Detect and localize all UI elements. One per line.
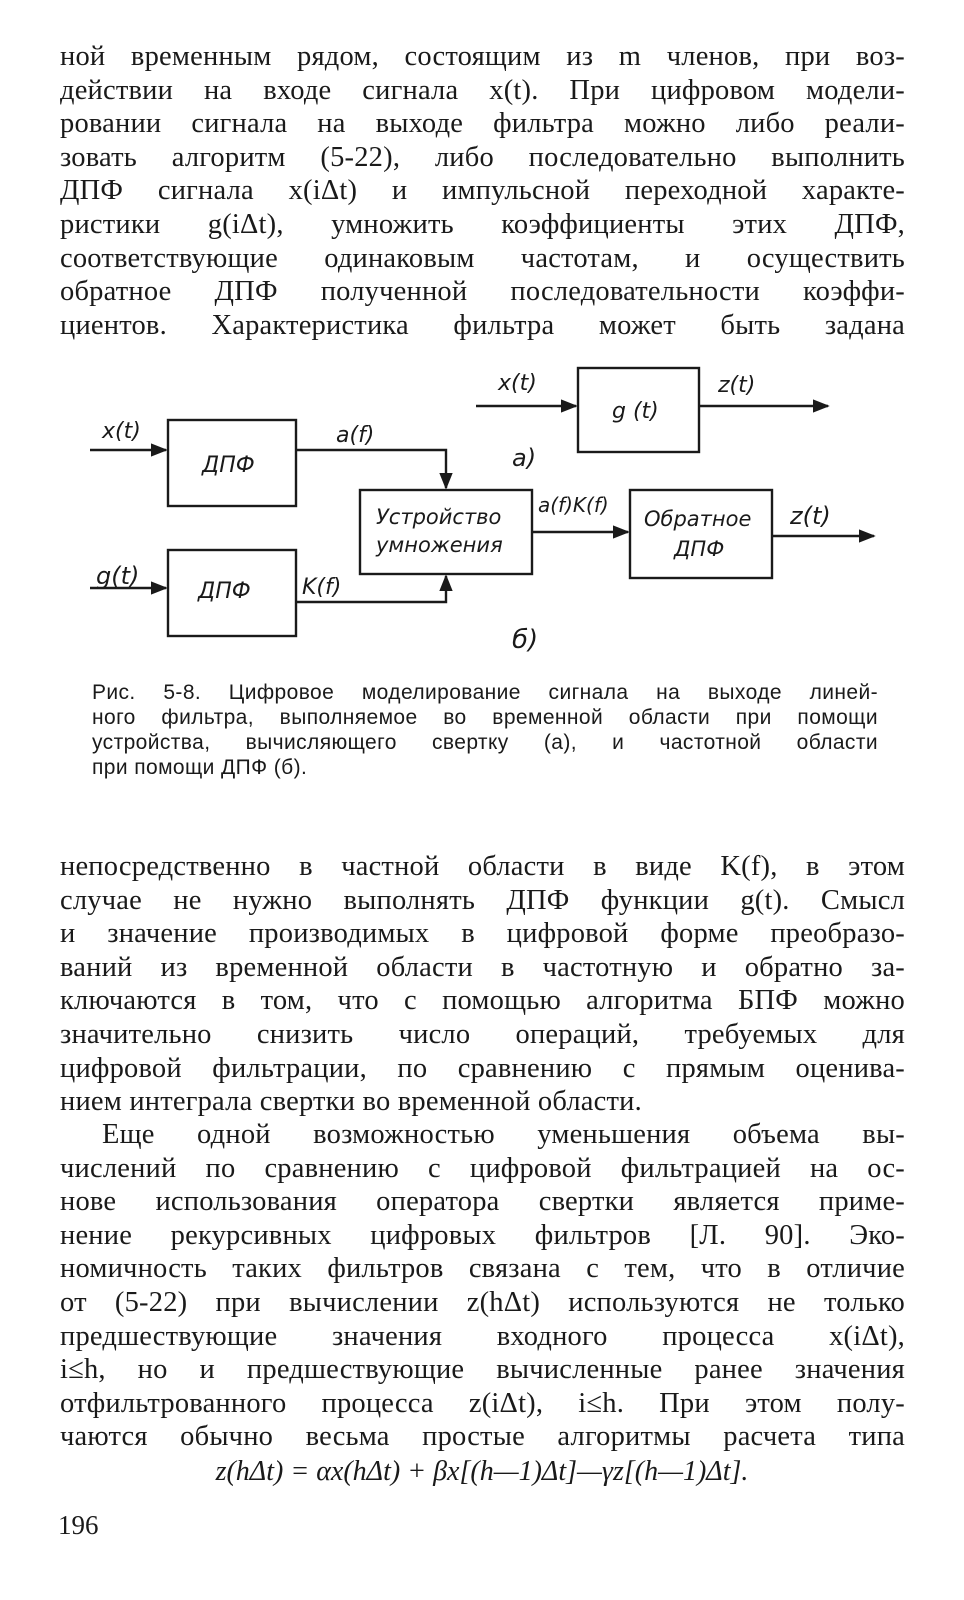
text-line: номичность таких фильтров связана с тем, что в отличие <box>60 1253 905 1285</box>
text-line: действии на входе сигнала x(t). При цифровом модели- <box>60 74 905 106</box>
text-line: зовать алгоритм (5-22), либо последовательно выполнить <box>60 141 905 173</box>
b-input2-label: g(t) <box>96 562 140 590</box>
text-line: ной временным рядом, состоящим из m членов, при воз- <box>60 41 905 72</box>
b-panel-label: б) <box>512 625 539 655</box>
b-dft1-label: ДПФ <box>202 453 255 478</box>
text-line: случае не нужно выполнять ДПФ функции g(t). Смысл <box>60 884 906 916</box>
b-signal1-line <box>296 450 446 488</box>
text-line: и значение производимых в цифровой форме преобразо- <box>60 918 905 950</box>
paragraph-bottom <box>60 1118 905 1454</box>
text-line: значительно снизить число операций, требуемых для <box>60 1018 905 1050</box>
b-dft2-label: ДПФ <box>198 579 251 604</box>
b-multiplier-block <box>360 490 532 574</box>
text-line: ключаются в том, что с помощью алгоритма БПФ можно <box>60 985 905 1017</box>
text-line: отфильтрованного процесса z(iΔt), i≤h. При этом полу- <box>60 1387 905 1419</box>
b-multiplier-label-1: Устройство <box>376 505 502 529</box>
text-line: Еще одной возможностью уменьшения объема вы- <box>102 1119 905 1150</box>
caption-line: Рис. 5-8. Цифровое моделирование сигнала на выходе линей- <box>92 681 878 704</box>
b-inverse-label-1: Обратное <box>644 507 752 531</box>
text-line: ристики g(iΔt), умножить коэффициенты этих ДПФ, <box>60 208 905 240</box>
b-input1-label: x(t) <box>102 419 141 444</box>
text-line: нием интеграла свертки во временной области. <box>60 1086 642 1118</box>
paragraph-top <box>60 40 905 342</box>
text-line: нение рекурсивных цифровых фильтров [Л. 90]. Эко- <box>60 1219 905 1251</box>
text-line: соответствующие одинаковым частотам, и осуществить <box>60 242 905 274</box>
b-output-label: z(t) <box>790 502 831 530</box>
text-line: чаются обычно весьма простые алгоритмы расчета типа <box>60 1421 905 1453</box>
b-inverse-label-2: ДПФ <box>674 537 725 561</box>
a-block-label: g (t) <box>612 399 659 424</box>
b-multiplier-label-2: умножения <box>376 533 503 557</box>
text-line: нове использования оператора свертки является приме- <box>60 1186 905 1218</box>
text-line: ваний из временной области в частотную и обратно за- <box>60 951 905 983</box>
text-line: ровании сигнала на выходе фильтра можно либо реали- <box>60 108 905 140</box>
b-inverse-dft-block <box>630 490 772 578</box>
b-signal1-label: a(f) <box>336 423 375 448</box>
formula: z(hΔt) = αx(hΔt) + βx[(h—1)Δt]—γz[(h—1)Δt]. <box>215 1456 749 1487</box>
text-line: предшествующие значения входного процесса x(iΔt), <box>60 1320 905 1352</box>
text-line: ДПФ сигнала x(iΔt) и импульсной переходной характе- <box>60 175 905 207</box>
caption-line: ного фильтра, выполняемое во временной области при помощи <box>92 706 878 729</box>
a-output-label: z(t) <box>718 373 756 398</box>
text-line: от (5-22) при вычислении z(hΔt) используются не только <box>60 1286 905 1318</box>
block-diagram <box>0 360 964 660</box>
text-line: циентов. Характеристика фильтра может быть задана <box>60 309 905 341</box>
text-line: цифровой фильтрации, по сравнению с прямым оценива- <box>60 1052 905 1084</box>
b-signal2-label: K(f) <box>302 575 342 600</box>
caption-line: устройства, вычисляющего свертку (а), и частотной области <box>92 731 878 754</box>
text-line: непосредственно в частной области в виде K(f), в этом <box>60 851 905 882</box>
text-line: числений по сравнению с цифровой фильтрацией на ос- <box>60 1152 905 1184</box>
figure-caption <box>92 680 878 780</box>
page-number: 196 <box>58 1510 99 1540</box>
text-line: обратное ДПФ полученной последовательности коэффи- <box>60 276 905 308</box>
text-line: i≤h, но и предшествующие вычисленные ранее значения <box>60 1354 905 1386</box>
b-product-label: a(f)K(f) <box>538 493 609 517</box>
a-input-label: x(t) <box>498 371 537 396</box>
a-panel-label: a) <box>512 444 537 472</box>
caption-line: при помощи ДПФ (б). <box>92 756 308 779</box>
paragraph-middle <box>60 850 905 1119</box>
